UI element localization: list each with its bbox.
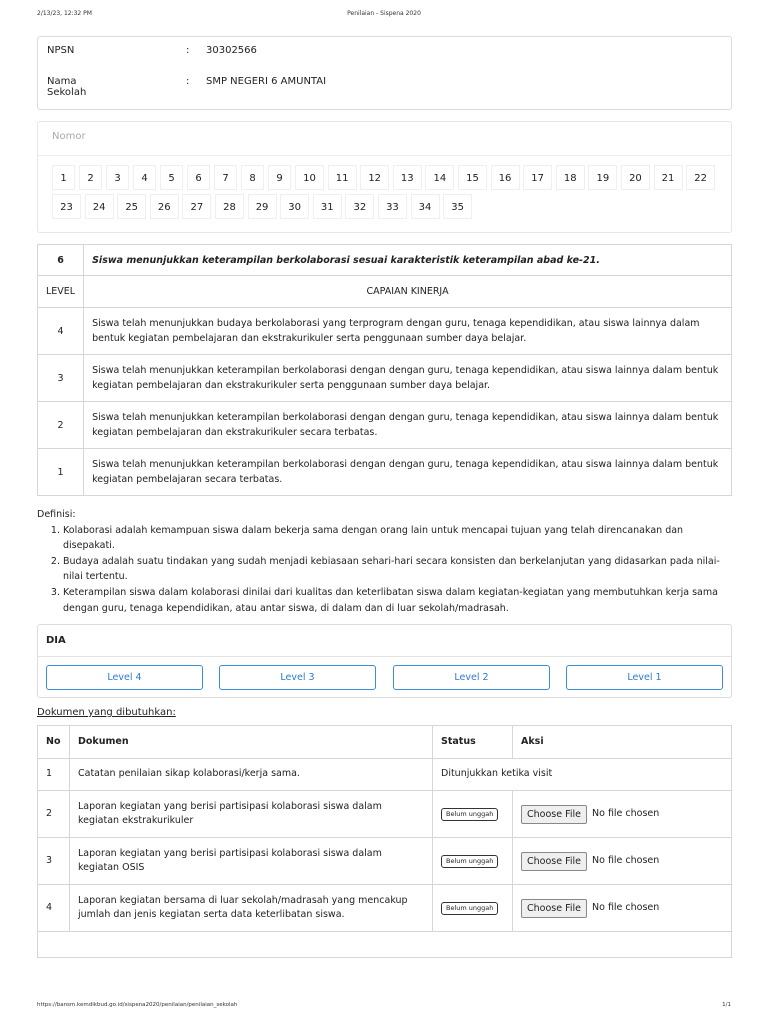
nomor-title: Nomor: [52, 131, 86, 142]
school-name-label: Nama Sekolah: [47, 76, 87, 98]
number-button-18[interactable]: 18: [556, 165, 585, 190]
number-button-31[interactable]: 31: [313, 194, 342, 219]
number-button-21[interactable]: 21: [654, 165, 683, 190]
number-button-35[interactable]: 35: [443, 194, 472, 219]
level-1-button[interactable]: Level 1: [566, 665, 723, 690]
indicator-text: Siswa menunjukkan keterampilan berkolaborasi sesuai karakteristik keterampilan abad ke-21.: [84, 245, 732, 276]
number-button-11[interactable]: 11: [328, 165, 357, 190]
number-button-9[interactable]: 9: [268, 165, 291, 190]
number-button-2[interactable]: 2: [79, 165, 102, 190]
number-button-17[interactable]: 17: [523, 165, 552, 190]
npsn-label: NPSN: [47, 45, 75, 56]
doc-no: 4: [38, 885, 70, 932]
number-button-3[interactable]: 3: [106, 165, 129, 190]
documents-header-row: [38, 726, 732, 759]
empty-cell: [38, 932, 732, 958]
doc-status: Ditunjukkan ketika visit: [433, 759, 732, 791]
print-date: 2/13/23, 12:32 PM: [37, 10, 92, 17]
doc-status: [433, 838, 513, 885]
level-description: Siswa telah menunjukkan keterampilan berkolaborasi dengan dengan guru, tenaga kependidikan, atau siswa lainnya dalam bentuk kegiatan pembelajaran secara terbatas.: [84, 449, 732, 496]
table-row: [38, 308, 732, 355]
number-button-4[interactable]: 4: [133, 165, 156, 190]
number-button-15[interactable]: 15: [458, 165, 487, 190]
doc-status: [433, 885, 513, 932]
number-button-34[interactable]: 34: [411, 194, 440, 219]
table-row: [38, 791, 732, 838]
level-number: 4: [38, 308, 84, 355]
table-row: [38, 885, 732, 932]
indicator-table: [37, 244, 732, 496]
doc-name: Laporan kegiatan yang berisi partisipasi kolaborasi siswa dalam kegiatan ekstrakurikuler: [70, 791, 433, 838]
number-button-32[interactable]: 32: [345, 194, 374, 219]
nomor-card: [37, 121, 732, 233]
table-row: [38, 759, 732, 791]
number-button-26[interactable]: 26: [150, 194, 179, 219]
file-input[interactable]: [521, 852, 659, 871]
number-button-16[interactable]: 16: [491, 165, 520, 190]
doc-no: 3: [38, 838, 70, 885]
header-no: No: [38, 726, 70, 759]
number-button-10[interactable]: 10: [295, 165, 324, 190]
number-button-6[interactable]: 6: [187, 165, 210, 190]
level-header: LEVEL: [38, 276, 84, 308]
number-button-23[interactable]: 23: [52, 194, 81, 219]
number-button-14[interactable]: 14: [425, 165, 454, 190]
number-button-29[interactable]: 29: [248, 194, 277, 219]
header-status: Status: [433, 726, 513, 759]
capaian-header: CAPAIAN KINERJA: [84, 276, 732, 308]
divider: [38, 656, 731, 657]
number-button-25[interactable]: 25: [117, 194, 146, 219]
school-info-card: [37, 36, 732, 110]
table-footer-row: [38, 932, 732, 958]
level-4-button[interactable]: Level 4: [46, 665, 203, 690]
level-header-row: [38, 276, 732, 308]
status-badge: Belum unggah: [441, 808, 498, 821]
file-input[interactable]: [521, 805, 659, 824]
print-url: https://bansm.kemdikbud.go.id/sispena2020/penilaian/penilaian_sekolah: [37, 1002, 238, 1008]
indicator-number: 6: [38, 245, 84, 276]
number-button-28[interactable]: 28: [215, 194, 244, 219]
level-number: 3: [38, 355, 84, 402]
doc-name: Laporan kegiatan bersama di luar sekolah/madrasah yang mencakup jumlah dan jenis kegiatan serta data keterlibatan siswa.: [70, 885, 433, 932]
number-button-19[interactable]: 19: [588, 165, 617, 190]
number-list: [52, 165, 722, 223]
list-item: 1. Kolaborasi adalah kemampuan siswa dalam bekerja sama dengan orang lain untuk mencapai tujuan yang telah direncanakan dan disepakati.: [63, 523, 732, 554]
dia-card: [37, 624, 732, 698]
number-button-8[interactable]: 8: [241, 165, 264, 190]
status-badge: Belum unggah: [441, 902, 498, 915]
list-item: 3. Keterampilan siswa dalam kolaborasi dinilai dari kualitas dan keterlibatan siswa dalam kegiatan-kegiatan yang membutuhkan kerja sama dengan guru, tenaga kependidikan, atau antar siswa, di dalam dan di luar sekolah/madrasah.: [63, 585, 732, 616]
level-description: Siswa telah menunjukkan budaya berkolaborasi yang terprogram dengan guru, tenaga kependidikan, atau siswa lainnya dalam bentuk kegiatan pembelajaran dan ekstrakurikuler serta penggunaan sumber daya belajar.: [84, 308, 732, 355]
dia-title: DIA: [46, 635, 66, 646]
doc-no: 1: [38, 759, 70, 791]
documents-title: Dokumen yang dibutuhkan:: [37, 707, 176, 718]
number-button-13[interactable]: 13: [393, 165, 422, 190]
level-description: Siswa telah menunjukkan keterampilan berkolaborasi dengan dengan guru, tenaga kependidikan, atau siswa lainnya dalam bentuk kegiatan pembelajaran dan ekstrakurikuler secara terbatas.: [84, 402, 732, 449]
doc-action: [513, 885, 732, 932]
doc-name: Laporan kegiatan yang berisi partisipasi kolaborasi siswa dalam kegiatan OSIS: [70, 838, 433, 885]
number-button-24[interactable]: 24: [85, 194, 114, 219]
no-file-text: No file chosen: [592, 901, 660, 913]
number-button-5[interactable]: 5: [160, 165, 183, 190]
choose-file-button[interactable]: Choose File: [521, 899, 587, 918]
npsn-value: 30302566: [206, 45, 257, 56]
divider: [38, 155, 731, 156]
print-title: Penilaian - Sispena 2020: [347, 10, 421, 17]
header-aksi: Aksi: [513, 726, 732, 759]
number-button-7[interactable]: 7: [214, 165, 237, 190]
number-button-22[interactable]: 22: [686, 165, 715, 190]
doc-name: Catatan penilaian sikap kolaborasi/kerja sama.: [70, 759, 433, 791]
level-number: 2: [38, 402, 84, 449]
definition-section: [37, 507, 732, 616]
level-3-button[interactable]: Level 3: [219, 665, 376, 690]
npsn-colon: :: [186, 45, 190, 56]
level-2-button[interactable]: Level 2: [393, 665, 550, 690]
no-file-text: No file chosen: [592, 854, 660, 866]
list-item: 2. Budaya adalah suatu tindakan yang sudah menjadi kebiasaan sehari-hari secara konsisten dan berkelanjutan yang didasarkan pada nilai-nilai tertentu.: [63, 554, 732, 585]
number-button-27[interactable]: 27: [182, 194, 211, 219]
definition-title: Definisi:: [37, 509, 76, 520]
table-row: [38, 355, 732, 402]
number-button-20[interactable]: 20: [621, 165, 650, 190]
doc-status: [433, 791, 513, 838]
level-description: Siswa telah menunjukkan keterampilan berkolaborasi dengan dengan guru, tenaga kependidikan, atau siswa lainnya dalam bentuk kegiatan pembelajaran dan ekstrakurikuler serta penggunaan sumber daya belajar.: [84, 355, 732, 402]
table-row: [38, 838, 732, 885]
no-file-text: No file chosen: [592, 807, 660, 819]
file-input[interactable]: [521, 899, 659, 918]
definition-list: [63, 523, 732, 617]
documents-table: [37, 725, 732, 958]
header-dokumen: Dokumen: [70, 726, 433, 759]
school-name-colon: :: [186, 76, 190, 87]
choose-file-button[interactable]: Choose File: [521, 852, 587, 871]
choose-file-button[interactable]: Choose File: [521, 805, 587, 824]
number-button-30[interactable]: 30: [280, 194, 309, 219]
doc-no: 2: [38, 791, 70, 838]
number-button-1[interactable]: 1: [52, 165, 75, 190]
school-name-value: SMP NEGERI 6 AMUNTAI: [206, 76, 327, 87]
doc-action: [513, 791, 732, 838]
number-button-33[interactable]: 33: [378, 194, 407, 219]
indicator-header-row: [38, 245, 732, 276]
number-button-12[interactable]: 12: [360, 165, 389, 190]
level-number: 1: [38, 449, 84, 496]
status-badge: Belum unggah: [441, 855, 498, 868]
table-row: [38, 402, 732, 449]
doc-action: [513, 838, 732, 885]
table-row: [38, 449, 732, 496]
print-header: [0, 10, 768, 22]
print-page-number: 1/1: [722, 1002, 731, 1008]
